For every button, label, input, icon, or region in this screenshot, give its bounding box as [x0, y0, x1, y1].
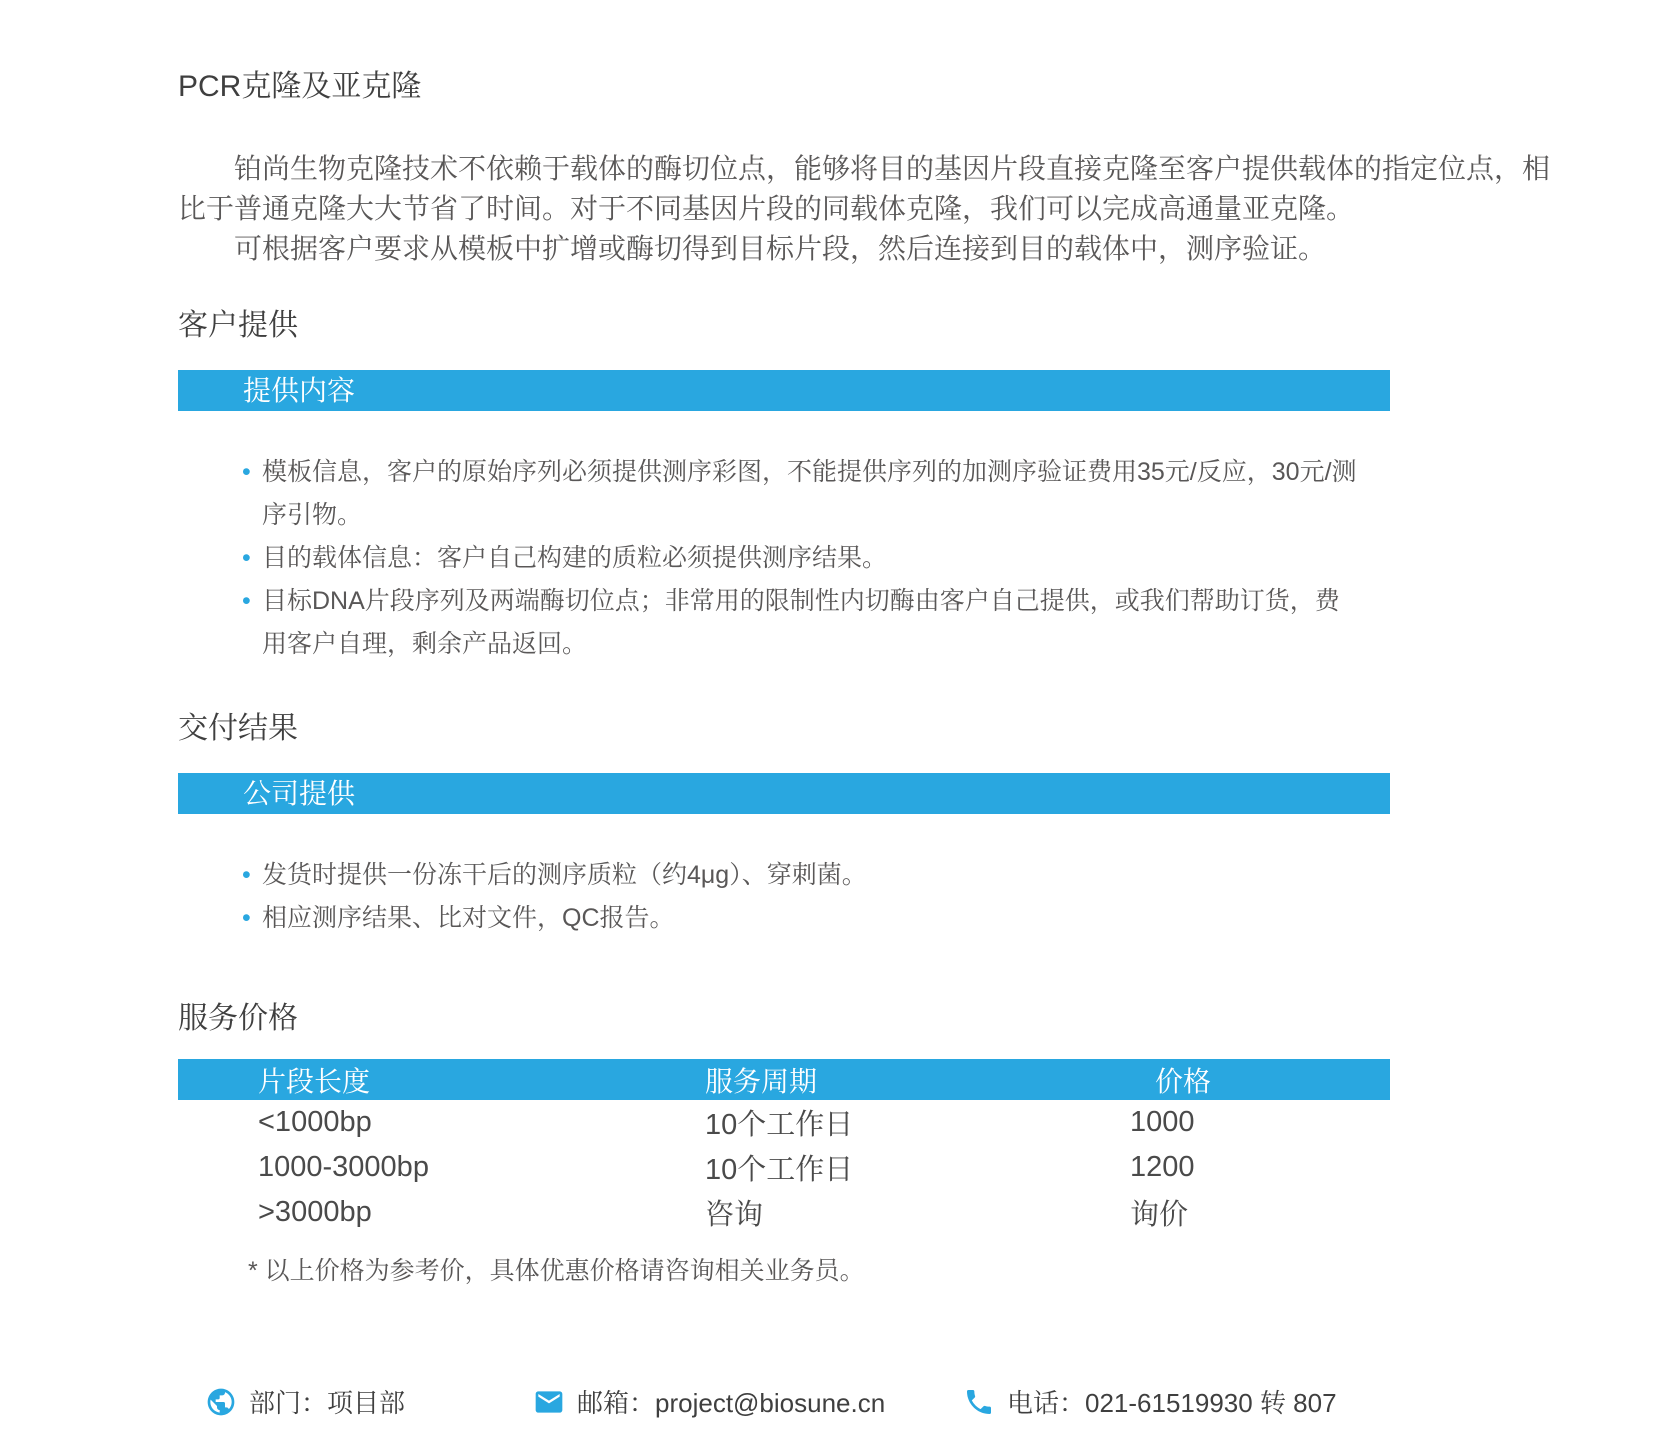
table-cell: 10个工作日 [705, 1154, 854, 1186]
table-row [178, 1145, 1390, 1190]
bullet-item: • 发货时提供一份冻干后的测序质粒（约4μg）、穿刺菌。 [262, 854, 1358, 897]
page-title: PCR克隆及亚克隆 [178, 70, 422, 103]
price-table [178, 1059, 1390, 1235]
delivery-bullet-list [178, 854, 1358, 940]
table-cell: <1000bp [258, 1106, 372, 1138]
footer-phone [963, 1383, 1337, 1420]
price-table-header [178, 1059, 1390, 1100]
table-row [178, 1190, 1390, 1235]
col-header-fragment-length: 片段长度 [258, 1065, 371, 1097]
customer-bullet-list [178, 451, 1358, 666]
phone-icon [963, 1386, 995, 1418]
banner-customer-provides: 提供内容 [178, 370, 1390, 411]
table-cell: 1200 [1130, 1151, 1195, 1183]
footer-email [533, 1383, 885, 1420]
table-cell: 1000 [1130, 1106, 1195, 1138]
table-cell: 1000-3000bp [258, 1151, 429, 1183]
col-header-service-cycle: 服务周期 [705, 1065, 818, 1097]
table-cell: 咨询 [705, 1199, 764, 1231]
page-footer [0, 1383, 1675, 1427]
price-footnote: * 以上价格为参考价，具体优惠价格请咨询相关业务员。 [248, 1257, 865, 1285]
section-heading-delivery: 交付结果 [178, 712, 298, 745]
bullet-item: • 目标DNA片段序列及两端酶切位点；非常用的限制性内切酶由客户自己提供，或我们帮助订货，费用客户自理，剩余产品返回。 [262, 580, 1358, 666]
section-heading-pricing: 服务价格 [178, 1002, 298, 1035]
footer-department [205, 1383, 405, 1420]
table-cell: 10个工作日 [705, 1109, 854, 1141]
footer-phone-label: 电话：021-61519930 转 807 [1007, 1388, 1337, 1418]
footer-email-label: 邮箱：project@biosune.cn [577, 1388, 886, 1418]
intro-paragraphs [178, 149, 1563, 269]
banner-company-provides: 公司提供 [178, 773, 1390, 814]
globe-icon [205, 1386, 237, 1418]
intro-paragraph-1: 铂尚生物克隆技术不依赖于载体的酶切位点，能够将目的基因片段直接克隆至客户提供载体的指定位点，相比于普通克隆大大节省了时间。对于不同基因片段的同载体克隆，我们可以完成高通量亚克隆。 [178, 153, 1551, 224]
price-table-body [178, 1100, 1390, 1235]
footer-department-label: 部门：项目部 [249, 1388, 406, 1418]
intro-paragraph-2: 可根据客户要求从模板中扩增或酶切得到目标片段，然后连接到目的载体中，测序验证。 [234, 233, 1327, 264]
section-heading-customer: 客户提供 [178, 309, 298, 342]
table-cell: >3000bp [258, 1196, 372, 1228]
table-cell: 询价 [1130, 1199, 1189, 1231]
mail-icon [533, 1386, 565, 1418]
bullet-item: • 模板信息，客户的原始序列必须提供测序彩图，不能提供序列的加测序验证费用35元/反应，30元/测序引物。 [262, 451, 1358, 537]
bullet-item: • 目的载体信息：客户自己构建的质粒必须提供测序结果。 [262, 537, 1358, 580]
table-row [178, 1100, 1390, 1145]
col-header-price: 价格 [1155, 1065, 1212, 1097]
bullet-item: • 相应测序结果、比对文件，QC报告。 [262, 897, 1358, 940]
